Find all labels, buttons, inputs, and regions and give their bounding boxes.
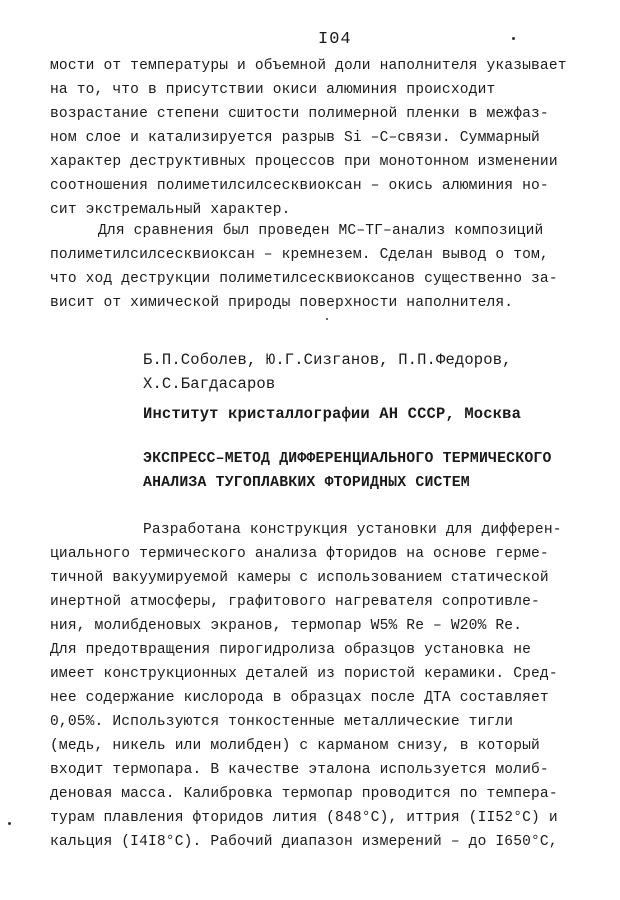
speck-mark [8, 822, 11, 825]
speck-mark [326, 318, 328, 320]
paragraph-3-line: ния, молибденовых экранов, термопар W5% Re – W20% Re. [50, 618, 523, 634]
paragraph-3-line: Для предотвращения пирогидролиза образцов установка не [50, 642, 532, 658]
paragraph-1-line: сит экстремальный характер. [50, 202, 291, 218]
paragraph-3-line: тичной вакуумируемой камеры с использованием статической [50, 570, 549, 586]
paragraph-3-line: Разработана конструкция установки для дифферен- [143, 522, 562, 538]
paragraph-1-line: возрастание степени сшитости полимерной пленки в межфаз- [50, 106, 549, 122]
paragraph-1-line: характер деструктивных процессов при монотонном изменении [50, 154, 558, 170]
paragraph-3-line: 0,05%. Используются тонкостенные металлические тигли [50, 714, 514, 730]
paragraph-3-line: имеет конструкционных деталей из пористой керамики. Сред- [50, 666, 558, 682]
paragraph-2-line: полиметилсилсесквиоксан – кремнезем. Сделан вывод о том, [50, 247, 549, 263]
paragraph-2-line: Для сравнения был проведен МС–ТГ–анализ композиций [98, 223, 544, 239]
authors-line: Б.П.Соболев, Ю.Г.Сизганов, П.П.Федоров, [143, 351, 512, 369]
paragraph-1-line: ном слое и катализируется разрыв Si –C–связи. Суммарный [50, 130, 540, 146]
paragraph-3-line: кальция (I4I8°С). Рабочий диапазон измерений – до I650°С, [50, 834, 558, 850]
speck-mark [512, 37, 515, 40]
article-title: ЭКСПРЕСС–МЕТОД ДИФФЕРЕНЦИАЛЬНОГО ТЕРМИЧЕСКОГО [143, 451, 552, 467]
paragraph-1-line: на то, что в присутствии окиси алюминия происходит [50, 82, 496, 98]
institute: Институт кристаллографии АН СССР, Москва [143, 405, 522, 423]
paragraph-2-line: висит от химической природы поверхности наполнителя. [50, 295, 514, 311]
paragraph-1-line: мости от температуры и объемной доли наполнителя указывает [50, 58, 567, 74]
page-number: I04 [318, 30, 352, 49]
paragraph-3-line: нее содержание кислорода в образцах после ДТА составляет [50, 690, 549, 706]
article-title: АНАЛИЗА ТУГОПЛАВКИХ ФТОРИДНЫХ СИСТЕМ [143, 475, 470, 491]
paragraph-3-line: входит термопара. В качестве эталона используется молиб- [50, 762, 549, 778]
paragraph-2-line: что ход деструкции полиметилсесквиоксанов существенно за- [50, 271, 558, 287]
paragraph-3-line: турам плавления фторидов лития (848°С), иттрия (II52°С) и [50, 810, 558, 826]
paragraph-3-line: инертной атмосферы, графитового нагревателя сопротивле- [50, 594, 540, 610]
authors-line: Х.С.Багдасаров [143, 375, 276, 393]
paragraph-3-line: циального термического анализа фторидов на основе герме- [50, 546, 549, 562]
paragraph-3-line: (медь, никель или молибден) с карманом снизу, в который [50, 738, 540, 754]
paragraph-3-line: деновая масса. Калибровка термопар проводится по темпера- [50, 786, 558, 802]
paragraph-1-line: соотношения полиметилсилсесквиоксан – окись алюминия но- [50, 178, 549, 194]
